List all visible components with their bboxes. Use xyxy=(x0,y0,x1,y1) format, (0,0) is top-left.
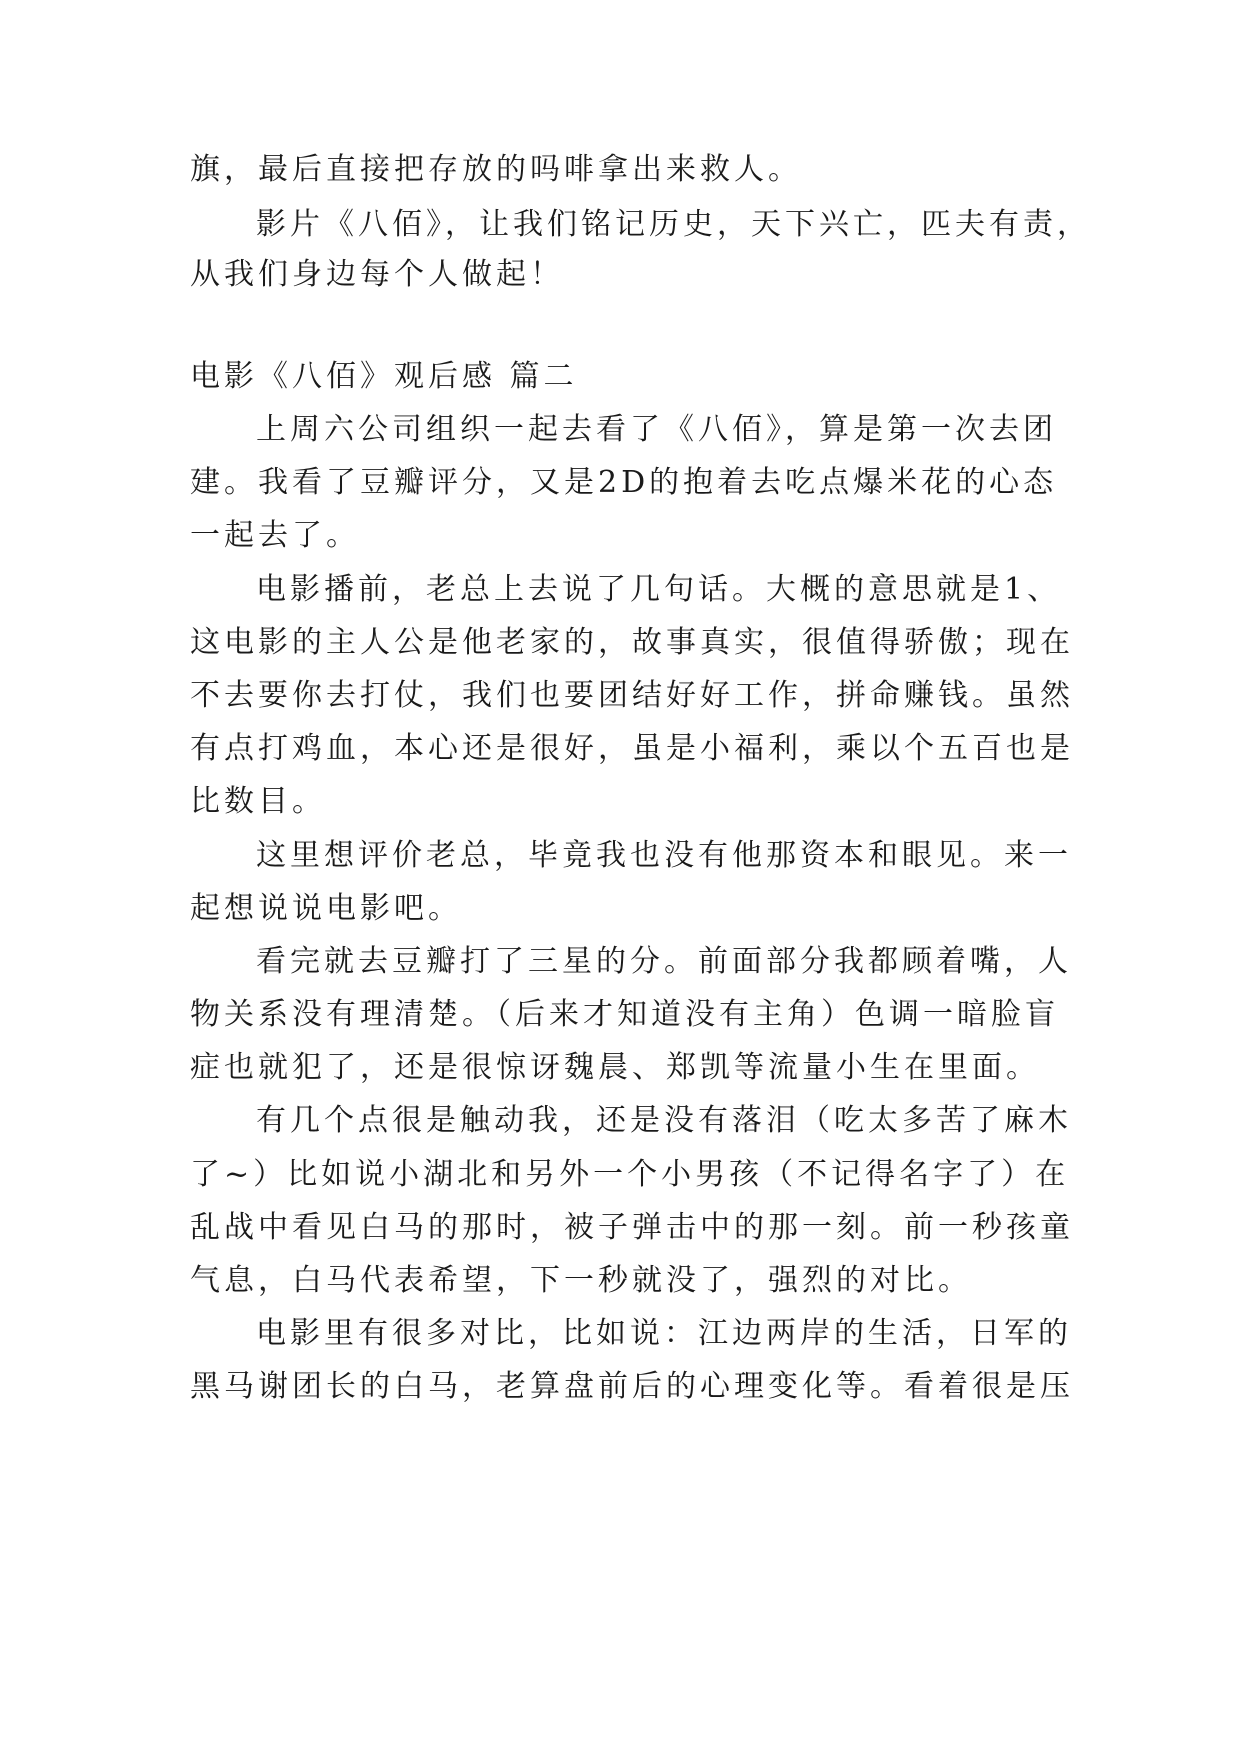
paragraph-line: 不去要你去打仗，我们也要团结好好工作，拼命赚钱。虽然 xyxy=(190,678,1074,713)
paragraph-line: 建。我看了豆瓣评分，又是2D的抱着去吃点爆米花的心态 xyxy=(190,465,1058,500)
paragraph-line: 这电影的主人公是他老家的，故事真实，很值得骄傲；现在 xyxy=(190,625,1074,660)
paragraph-line: 看完就去豆瓣打了三星的分。前面部分我都顾着嘴，人 xyxy=(256,944,1072,979)
paragraph-line: 上周六公司组织一起去看了《八佰》，算是第一次去团 xyxy=(256,412,1057,447)
paragraph-line: 了~）比如说小湖北和另外一个小男孩（不记得名字了）在 xyxy=(190,1157,1070,1192)
paragraph-line: 乱战中看见白马的那时，被子弹击中的那一刻。前一秒孩童 xyxy=(190,1210,1074,1245)
paragraph-line: 气息，白马代表希望，下一秒就没了，强烈的对比。 xyxy=(190,1263,972,1298)
section-heading: 电影《八佰》观后感 篇二 xyxy=(190,359,578,394)
paragraph-line: 电影里有很多对比，比如说：江边两岸的生活，日军的 xyxy=(256,1316,1072,1351)
paragraph-line: 症也就犯了，还是很惊讶魏晨、郑凯等流量小生在里面。 xyxy=(190,1050,1040,1085)
paragraph-line: 从我们身边每个人做起！ xyxy=(190,257,564,292)
paragraph-line: 起想说说电影吧。 xyxy=(190,891,462,926)
paragraph-line: 一起去了。 xyxy=(190,518,360,553)
paragraph-line: 有几个点很是触动我，还是没有落泪（吃太多苦了麻木 xyxy=(256,1103,1072,1138)
paragraph-line: 电影播前，老总上去说了几句话。大概的意思就是1、 xyxy=(256,572,1062,607)
paragraph-line: 这里想评价老总，毕竟我也没有他那资本和眼见。来一 xyxy=(256,838,1072,873)
paragraph-line: 旗，最后直接把存放的吗啡拿出来救人。 xyxy=(190,152,802,187)
paragraph-line: 有点打鸡血，本心还是很好，虽是小福利，乘以个五百也是 xyxy=(190,731,1074,766)
paragraph-line: 物关系没有理清楚。（后来才知道没有主角）色调一暗脸盲 xyxy=(190,997,1059,1032)
paragraph-line: 影片《八佰》，让我们铭记历史，天下兴亡，匹夫有责， xyxy=(256,207,1091,242)
paragraph-line: 黑马谢团长的白马，老算盘前后的心理变化等。看着很是压 xyxy=(190,1369,1074,1404)
paragraph-line: 比数目。 xyxy=(190,784,326,819)
